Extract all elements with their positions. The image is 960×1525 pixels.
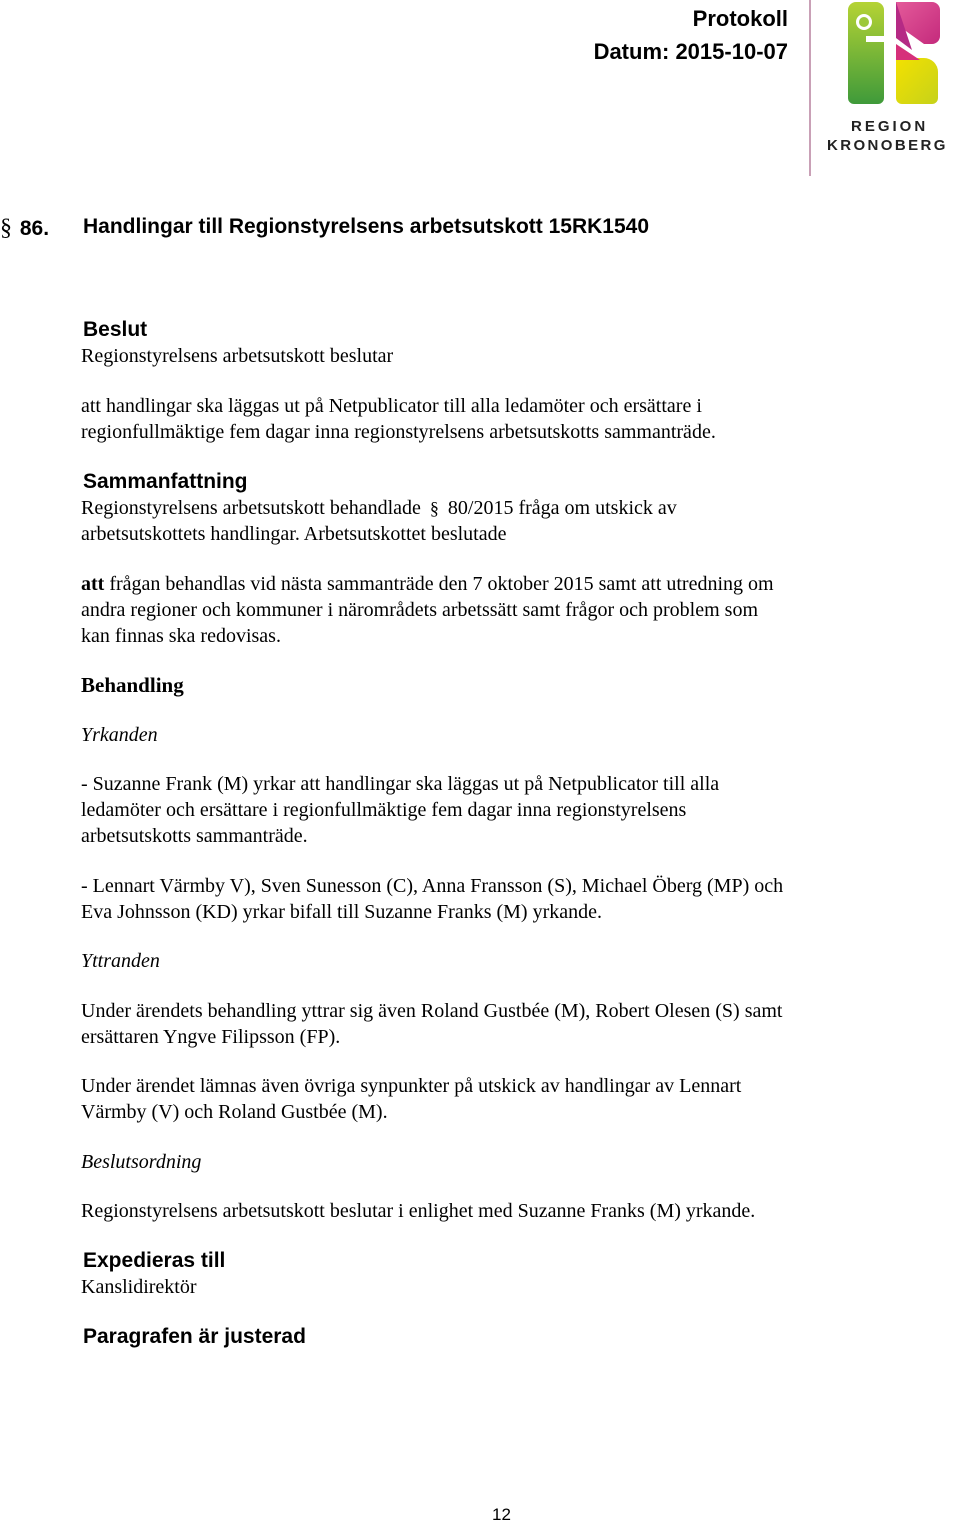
sammanfattning-line: kan finnas ska redovisas. <box>81 625 281 647</box>
yrkande-line: ledamöter och ersättare i regionfullmäktige fem dagar inna regionstyrelsens <box>81 799 687 821</box>
beslut-intro: Regionstyrelsens arbetsutskott beslutar <box>81 345 394 367</box>
paragraph-title: Handlingar till Regionstyrelsens arbetsutskott 15RK1540 <box>83 215 650 238</box>
beslutsordning-heading: Beslutsordning <box>81 1151 202 1173</box>
region-kronoberg-logo <box>826 0 960 160</box>
yrkande-line: - Lennart Värmby V), Sven Sunesson (C), Anna Fransson (S), Michael Öberg (MP) och <box>81 875 784 897</box>
paragraph-heading <box>0 215 760 242</box>
sammanfattning-line: andra regioner och kommuner i närområdets arbetssätt samt frågor och problem som <box>81 599 759 621</box>
beslut-line: att handlingar ska läggas ut på Netpublicator till alla ledamöter och ersättare i <box>81 395 702 417</box>
yttrande-line: ersättaren Yngve Filipsson (FP). <box>81 1026 341 1048</box>
section-sign-icon: § <box>429 498 439 518</box>
sammanfattning-heading: Sammanfattning <box>83 470 248 493</box>
beslut-line: regionfullmäktige fem dagar inna regionstyrelsens arbetsutskotts sammanträde. <box>81 421 716 443</box>
yrkande-line: Eva Johnsson (KD) yrkar bifall till Suzanne Franks (M) yrkande. <box>81 901 602 923</box>
yttrande-line: Värmby (V) och Roland Gustbée (M). <box>81 1101 388 1123</box>
justerad-heading: Paragrafen är justerad <box>83 1325 306 1348</box>
sammanfattning-text: frågan behandlas vid nästa sammanträde den 7 oktober 2015 samt att utredning om <box>109 573 774 595</box>
document-date: Datum: 2015-10-07 <box>593 39 788 64</box>
yttrande-line: Under ärendets behandling yttrar sig även Roland Gustbée (M), Robert Olesen (S) samt <box>81 1000 783 1022</box>
sammanfattning-text: 80/2015 fråga om utskick av <box>447 497 677 519</box>
sammanfattning-att-line <box>81 571 774 597</box>
beslut-heading: Beslut <box>83 318 148 341</box>
yrkanden-heading: Yrkanden <box>81 724 158 746</box>
logo-text-region: REGION <box>851 118 929 135</box>
yrkande-line: - Suzanne Frank (M) yrkar att handlingar ska läggas ut på Netpublicator till alla <box>81 773 720 795</box>
sammanfattning-line: arbetsutskottets handlingar. Arbetsutskottet beslutade <box>81 523 507 545</box>
sammanfattning-text: Regionstyrelsens arbetsutskott behandlade <box>81 497 421 519</box>
sammanfattning-line <box>81 495 677 521</box>
att-keyword: att <box>81 573 105 595</box>
header-divider <box>809 0 811 176</box>
yttrande-line: Under ärendet lämnas även övriga synpunkter på utskick av handlingar av Lennart <box>81 1075 742 1097</box>
expedieras-heading: Expedieras till <box>83 1249 226 1272</box>
logo-text-kronoberg: KRONOBERG <box>827 137 948 154</box>
expedieras-recipient: Kanslidirektör <box>81 1276 197 1298</box>
logo-mark-icon <box>826 0 960 110</box>
section-sign-icon: § <box>0 215 12 241</box>
page-number: 12 <box>492 1505 511 1524</box>
behandling-heading: Behandling <box>81 673 184 697</box>
document-type: Protokoll <box>692 6 788 31</box>
beslutsordning-text: Regionstyrelsens arbetsutskott beslutar i enlighet med Suzanne Franks (M) yrkande. <box>81 1200 756 1222</box>
yttranden-heading: Yttranden <box>81 950 160 972</box>
yrkande-line: arbetsutskotts sammanträde. <box>81 825 308 847</box>
paragraph-number: 86. <box>19 217 50 240</box>
